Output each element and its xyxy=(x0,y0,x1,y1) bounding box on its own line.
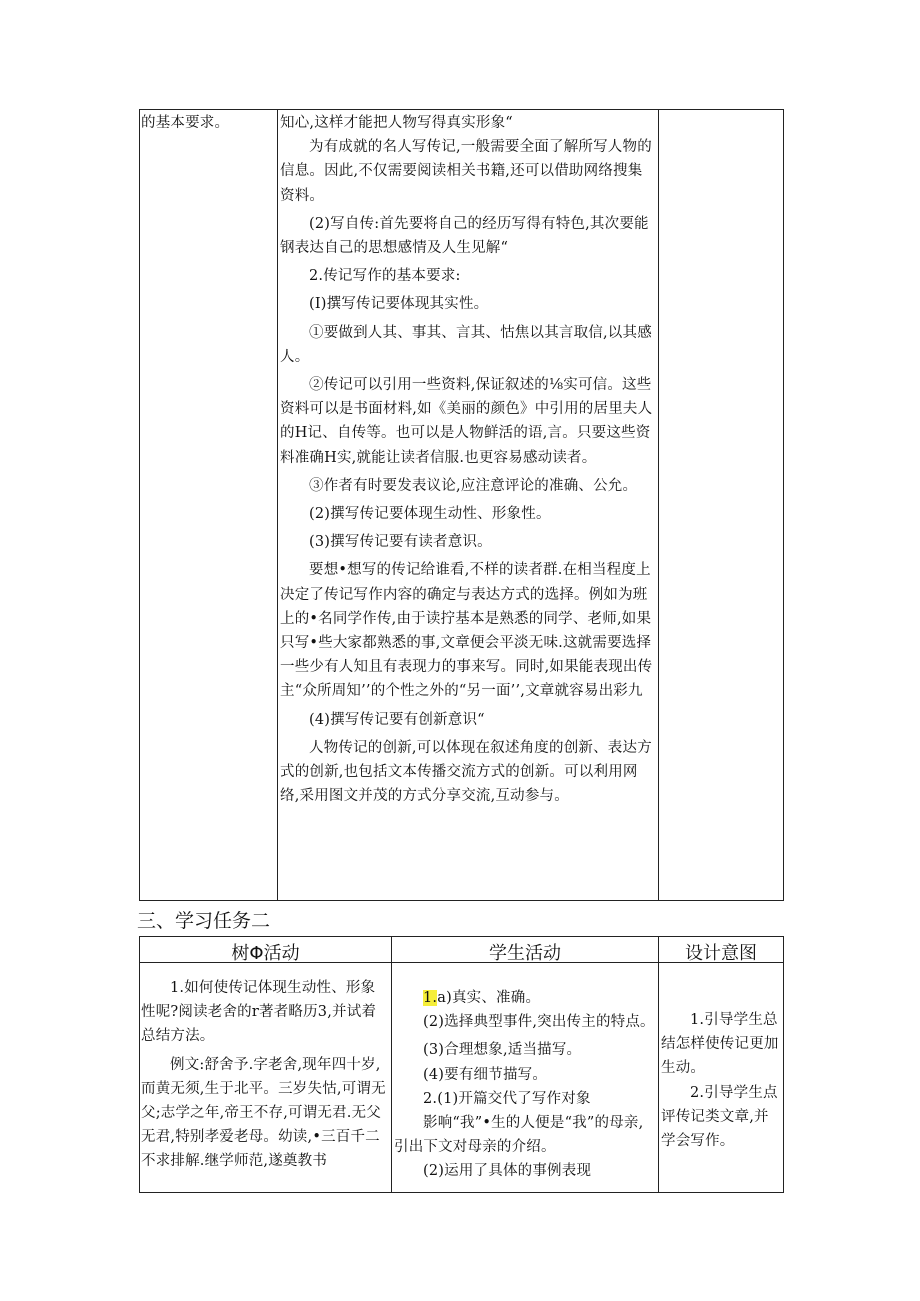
table2-divider-2 xyxy=(658,936,659,1193)
paragraph: 为有成就的名人写传记,一般需要全面了解所写人物的信息。因此,不仅需要阅读相关书籍,还可以借助网络搜集资料。 xyxy=(280,139,652,204)
table1-middle-cell xyxy=(280,111,656,808)
paragraph: 知心,这样才能把人物写得真实形象“ xyxy=(280,115,513,131)
table2-divider-1 xyxy=(391,936,392,1193)
paragraph: (I)撰写传记要体现其实性。 xyxy=(309,296,489,313)
table1-left-cell: 的基本要求。 xyxy=(141,115,230,131)
table2-right-border xyxy=(783,936,784,1193)
paragraph: 1.如何使传记体现生动性、形象性呢?阅读老舍的r著者略历3,并试着总结方法。 xyxy=(141,980,377,1045)
header-design-intent: 设计意图 xyxy=(685,943,757,964)
paragraph: (3)合理想象,适当描写。 xyxy=(423,1042,582,1059)
paragraph: (4)要有细节描写。 xyxy=(423,1066,548,1083)
paragraph: (3)撰写传记要有读者意识。 xyxy=(309,534,492,551)
paragraph: 人物传记的创新,可以体现在叙述角度的创新、表达方式的创新,也包括文本传播交流方式的创新。可以利用网络,采用图文并茂的方式分享交流,互动参与。 xyxy=(280,739,652,805)
paragraph: (2)写自传:首先要将自己的经历写得有特色,其次要能钢表达自己的思想感情及人生见解“ xyxy=(280,215,649,257)
paragraph: 2.传记写作的基本要求: xyxy=(309,268,461,285)
table2-left-border xyxy=(139,936,140,1193)
paragraph: (2)运用了具体的事例表现 xyxy=(423,1163,592,1180)
table1-right-border xyxy=(783,109,784,901)
header-teacher-activity: 树Φ活动 xyxy=(231,943,300,964)
paragraph: (2)选择典型事件,突出传主的特点。 xyxy=(423,1014,655,1031)
paragraph: ③作者有时要发表议论,应注意评论的准确、公允。 xyxy=(309,477,638,494)
section-title: 三、学习任务二 xyxy=(137,910,271,932)
paragraph: 影响“我”•生的人便是“我”的母亲,引出下文对母亲的介绍。 xyxy=(394,1115,644,1156)
table2-bottom-border xyxy=(139,1192,784,1193)
table1-divider-2 xyxy=(658,109,659,901)
design-intent-cell xyxy=(661,1008,781,1153)
table1-left-border xyxy=(139,109,140,901)
paragraph: ②传记可以引用一些资料,保证叙述的⅛实可信。这些资料可以是书面材料,如《美丽的颜色》中引用的居里夫人的H记、自传等。也可以是人物鲜活的语,言。只要这些资料准确H实,就能让读者信服.也更容易感动读者。 xyxy=(280,377,653,466)
teacher-activity-cell xyxy=(141,976,389,1191)
paragraph: 1.a)真实、准确。 xyxy=(423,990,541,1006)
paragraph: (2)撰写传记要体现生动性、形象性。 xyxy=(309,506,551,523)
paragraph: 2.引导学生点评传记类文章,并学会写作。 xyxy=(661,1084,778,1150)
paragraph: 例文:舒舍予.字老舍,现年四十岁,而黄无须,生于北平。三岁失怙,可谓无父;志学之年,帝王不存,可谓无君.无父无君,特别孝爱老母。幼读,•三百千二不求排解.继学师范,遂奠教书 xyxy=(141,1056,386,1170)
paragraph: 2.(1)开篇交代了写作对象 xyxy=(423,1090,591,1107)
table1-divider-1 xyxy=(277,109,278,901)
paragraph: 1.引导学生总结怎样使传记更加生动。 xyxy=(661,1012,779,1077)
paragraph: ①要做到人其、事其、言其、怙焦以其言取信,以其感人。 xyxy=(280,324,652,365)
paragraph: 要想•想写的传记给谁看,不样的读者群.在相当程度上决定了传记写作内容的确定与表达方式的选择。例如为班上的•名同学作传,由于读拧基本是熟悉的同学、老师,如果只写•些大家都熟悉的事,文章便会平淡无味.这就需要选择一些少有人知且有表现力的事来写。同时,如果能表现出传主“众所周知’’的个性之外的“另一面’’,文章就容易出彩九 xyxy=(280,562,653,700)
paragraph: (4)撰写传记要有创新意识“ xyxy=(309,711,485,728)
header-student-activity: 学生活动 xyxy=(489,943,561,964)
table1-bottom-border xyxy=(139,900,784,901)
student-activity-cell xyxy=(394,986,656,1191)
table1-top-border xyxy=(139,109,784,110)
highlight-mark: 1. xyxy=(423,990,438,1006)
table2-top-border xyxy=(139,936,784,937)
